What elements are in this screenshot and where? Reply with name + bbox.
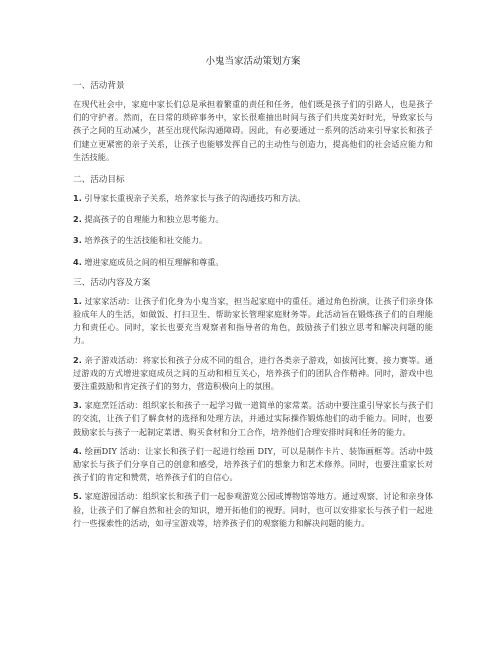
section-heading-goals: 二、活动目标	[73, 175, 125, 186]
goal-item	[73, 213, 433, 226]
activity-number: 5.	[73, 491, 82, 502]
activity-text: 过家家活动：让孩子们化身为小鬼当家，担当起家庭中的重任。通过角色扮演，让孩子们亲身体验成年人的生活，如做饭、打扫卫生、帮助家长管理家庭财务等。此活动旨在锻炼孩子们的自理能力和责任心。同时，家长也要充当观察者和指导者的角色，鼓励孩子们独立思考和解决问题的能力。	[73, 295, 433, 346]
activity-item	[73, 445, 433, 485]
goal-number: 4.	[73, 256, 82, 267]
activity-number: 2.	[73, 354, 82, 365]
document-body	[73, 55, 433, 536]
activity-item	[73, 399, 433, 439]
activity-number: 3.	[73, 400, 82, 411]
goal-number: 3.	[73, 235, 82, 246]
activity-item	[73, 490, 433, 530]
goal-number: 1.	[73, 193, 82, 204]
activity-number: 1.	[73, 295, 82, 306]
goal-number: 2.	[73, 214, 82, 225]
section-heading-content: 三、活动内容及方案	[73, 277, 151, 288]
activity-text: 亲子游戏活动：将家长和孩子分成不同的组合，进行各类亲子游戏，如拔河比赛、接力赛等。通过游戏的方式增进家庭成员之间的互动和相互关心，培养孩子们的团队合作精神。同时，游戏中也要注重鼓励和肯定孩子们的努力，营造积极向上的氛围。	[73, 354, 433, 392]
activity-text: 绘画DIY 活动：让家长和孩子们一起进行绘画 DIY，可以是制作卡片、装饰画框等。活动中鼓励家长与孩子们分享自己的创意和感受，培养孩子们的想象力和艺术修养。同时，也要注重家长对孩子们的肯定和赞赏，培养孩子们的自信心。	[73, 445, 433, 483]
goal-text: 培养孩子的生活技能和社交能力。	[84, 235, 208, 246]
activity-number: 4.	[73, 445, 82, 456]
goal-item	[73, 256, 433, 269]
section-heading-background: 一、活动背景	[73, 81, 125, 91]
activity-item	[73, 354, 433, 394]
page-title: 小鬼当家活动策划方案	[205, 56, 301, 67]
goal-item	[73, 234, 433, 247]
goal-text: 引导家长重视亲子关系，培养家长与孩子的沟通技巧和方法。	[84, 193, 306, 204]
activity-text: 家庭游园活动：组织家长和孩子们一起参观游览公园或博物馆等地方。通过观察、讨论和亲身体验，让孩子们了解自然和社会的知识，增开拓他们的视野。同时，也可以安排家长与孩子们一起进行一些探索性的活动，如寻宝游戏等，培养孩子们的观察能力和解决问题的能力。	[73, 491, 433, 528]
goal-text: 提高孩子的自理能力和独立思考能力。	[84, 214, 224, 225]
background-paragraph: 在现代社会中，家庭中家长们总是承担着繁重的责任和任务，他们既是孩子们的引路人，也是孩子们的守护者。然而，在日常的琐碎事务中，家长很难抽出时间与孩子们共度美好时光，导致家长与孩子之间的互动减少，甚至出现代际沟通障碍。因此，有必要通过一系列的活动来引导家长和孩子们建立更紧密的亲子关系，让孩子也能够发挥自己的主动性与创造力，提高他们的社会适应能力和生活技能。	[73, 99, 433, 162]
goal-item	[73, 192, 433, 205]
activity-item	[73, 295, 433, 348]
goal-text: 增进家庭成员之间的相互理解和尊重。	[84, 256, 224, 267]
activity-text: 家庭烹饪活动：组织家长和孩子一起学习做一道简单的家常菜。活动中要注重引导家长与孩子们的交流，让孩子们了解食材的选择和处理方法，并通过实际操作锻炼他们的动手能力。同时，也要鼓励家长与孩子一起制定菜谱、购买食材和分工合作，培养他们合理安排时间和任务的能力。	[73, 400, 433, 437]
